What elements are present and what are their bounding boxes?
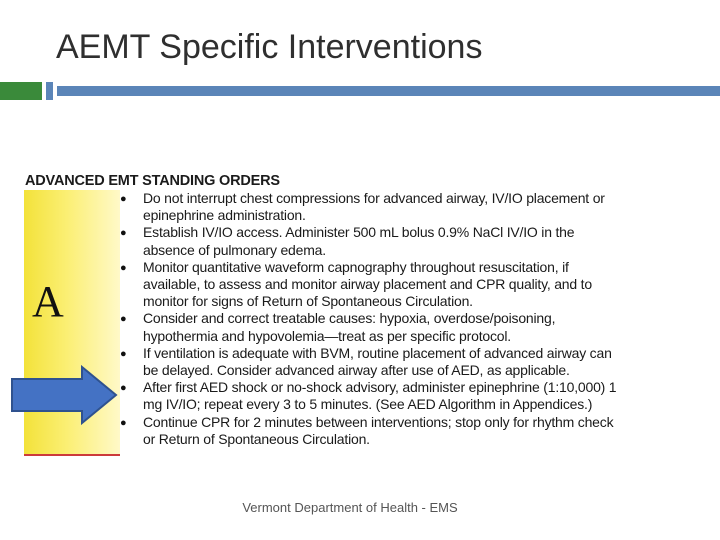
order-item — [116, 345, 696, 379]
order-text-line: mg IV/IO; repeat every 3 to 5 minutes. (See AED Algorithm in Appendices.) — [143, 396, 593, 413]
order-text-line: absence of pulmonary edema. — [143, 241, 326, 258]
order-text-line: hypothermia and hypovolemia—treat as per specific protocol. — [143, 327, 511, 344]
right-arrow-icon — [10, 365, 120, 425]
order-item — [116, 224, 696, 258]
accent-bar-blue-segment — [46, 82, 53, 100]
order-text-line: epinephrine administration. — [143, 207, 306, 224]
bullet-dot-icon: ● — [120, 193, 127, 205]
accent-bar-green — [0, 82, 42, 100]
order-text-line: be delayed. Consider advanced airway after use of AED, as applicable. — [143, 362, 570, 379]
slide-title: AEMT Specific Interventions — [56, 28, 483, 66]
order-item — [116, 310, 696, 344]
order-text-line: If ventilation is adequate with BVM, routine placement of advanced airway can — [143, 344, 612, 361]
order-item — [116, 259, 696, 311]
accent-bar-blue — [57, 86, 720, 96]
orders-list — [116, 190, 696, 448]
bullet-dot-icon: ● — [120, 347, 127, 360]
panel-underline — [24, 454, 120, 456]
order-text-line: After first AED shock or no-shock advisory, administer epinephrine (1:10,000) 1 — [143, 379, 617, 396]
order-text-line: Consider and correct treatable causes: hypoxia, overdose/poisoning, — [143, 310, 556, 327]
bullet-dot-icon: ● — [120, 261, 127, 274]
slide-footer: Vermont Department of Health - EMS — [242, 500, 458, 515]
order-text-line: Establish IV/IO access. Administer 500 mL bolus 0.9% NaCl IV/IO in the — [143, 224, 575, 241]
level-letter: A — [32, 277, 64, 326]
order-text-line: Do not interrupt chest compressions for advanced airway, IV/IO placement or — [143, 190, 605, 206]
bullet-dot-icon: ● — [120, 382, 127, 395]
order-text-line: Monitor quantitative waveform capnography throughout resuscitation, if — [143, 258, 569, 275]
standing-orders-image — [22, 170, 698, 458]
order-text-line: available, to assess and monitor airway placement and CPR quality, and to — [143, 276, 592, 293]
bullet-dot-icon: ● — [120, 227, 127, 240]
order-item — [116, 414, 696, 448]
orders-heading: ADVANCED EMT STANDING ORDERS — [25, 173, 280, 189]
order-item — [116, 190, 696, 224]
bullet-dot-icon: ● — [120, 313, 127, 326]
order-text-line: Continue CPR for 2 minutes between interventions; stop only for rhythm check — [143, 413, 614, 430]
bullet-dot-icon: ● — [120, 416, 127, 429]
order-text-line: monitor for signs of Return of Spontaneous Circulation. — [143, 293, 473, 310]
order-item — [116, 379, 696, 413]
order-text-line: or Return of Spontaneous Circulation. — [143, 430, 370, 447]
